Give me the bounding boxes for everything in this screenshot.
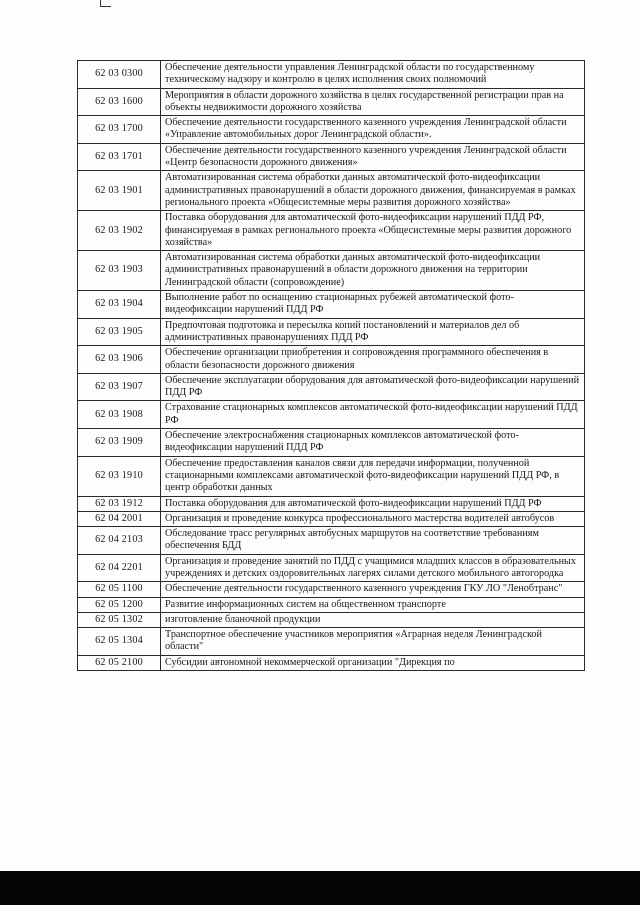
budget-codes-table <box>77 60 585 671</box>
row-description: Предпочтовая подготовка и пересылка копий постановлений и материалов дел об административных правонарушениях ПДД РФ <box>161 318 585 346</box>
row-code: 62 03 0300 <box>78 61 161 89</box>
table-row <box>78 628 585 656</box>
table-row <box>78 88 585 116</box>
table-row <box>78 527 585 555</box>
row-code: 62 04 2103 <box>78 527 161 555</box>
row-description: Страхование стационарных комплексов автоматической фото-видеофиксации нарушений ПДД РФ <box>161 401 585 429</box>
row-description: Обеспечение предоставления каналов связи для передачи информации, полученной стационарными комплексами автоматической фото-видеофиксации нарушений ПДД РФ, в центр обработки данных <box>161 456 585 496</box>
scan-bottom-border <box>0 871 640 905</box>
table-row <box>78 251 585 291</box>
row-code: 62 03 1912 <box>78 496 161 511</box>
row-description: Развитие информационных систем на общественном транспорте <box>161 597 585 612</box>
row-code: 62 03 1909 <box>78 429 161 457</box>
row-code: 62 05 1100 <box>78 582 161 597</box>
table-row <box>78 346 585 374</box>
table-row <box>78 318 585 346</box>
row-description: Автоматизированная система обработки данных автоматической фото-видеофиксации административных правонарушений в области дорожного движения, финансируемая в рамках регионального проекта «Общесистемные меры развития дорожного хозяйства» <box>161 171 585 211</box>
table-row <box>78 116 585 144</box>
row-description: Организация и проведение занятий по ПДД с учащимися младших классов в образовательных учреждениях и детских оздоровительных лагерях силами детского мобильного автогородка <box>161 554 585 582</box>
row-description: Автоматизированная система обработки данных автоматической фото-видеофиксации административных правонарушений в области дорожного движения на территории Ленинградской области (сопровождение) <box>161 251 585 291</box>
table-body <box>78 61 585 671</box>
table-row <box>78 554 585 582</box>
row-description: Обеспечение деятельности управления Ленинградской области по государственному техническому надзору и контролю в целях исполнения своих полномочий <box>161 61 585 89</box>
row-code: 62 05 1200 <box>78 597 161 612</box>
row-code: 62 03 1903 <box>78 251 161 291</box>
row-code: 62 04 2001 <box>78 511 161 526</box>
row-description: Поставка оборудования для автоматической фото-видеофиксации нарушений ПДД РФ, финансируемая в рамках регионального проекта «Общесистемные меры развития дорожного хозяйства» <box>161 211 585 251</box>
row-code: 62 03 1902 <box>78 211 161 251</box>
row-description: Обеспечение деятельности государственного казенного учреждения ГКУ ЛО "Ленобтранс" <box>161 582 585 597</box>
row-description: Выполнение работ по оснащению стационарных рубежей автоматической фото-видеофиксации нарушений ПДД РФ <box>161 291 585 319</box>
table-row <box>78 171 585 211</box>
row-description: Транспортное обеспечение участников мероприятия «Аграрная неделя Ленинградской области" <box>161 628 585 656</box>
row-code: 62 03 1908 <box>78 401 161 429</box>
table-row <box>78 61 585 89</box>
row-code: 62 03 1701 <box>78 143 161 171</box>
table-row <box>78 496 585 511</box>
row-description: Поставка оборудования для автоматической фото-видеофиксации нарушений ПДД РФ <box>161 496 585 511</box>
row-code: 62 03 1700 <box>78 116 161 144</box>
row-code: 62 05 2100 <box>78 655 161 670</box>
table-row <box>78 582 585 597</box>
row-description: Обеспечение деятельности государственного казенного учреждения Ленинградской области «Центр безопасности дорожного движения» <box>161 143 585 171</box>
row-code: 62 05 1302 <box>78 612 161 627</box>
table-row <box>78 456 585 496</box>
row-code: 62 05 1304 <box>78 628 161 656</box>
row-description: Обеспечение организации приобретения и сопровождения программного обеспечения в области безопасности дорожного движения <box>161 346 585 374</box>
row-code: 62 04 2201 <box>78 554 161 582</box>
table-row <box>78 143 585 171</box>
row-description: изготовление бланочной продукции <box>161 612 585 627</box>
row-description: Обеспечение электроснабжения стационарных комплексов автоматической фото-видеофиксации нарушений ПДД РФ <box>161 429 585 457</box>
table-row <box>78 211 585 251</box>
row-code: 62 03 1910 <box>78 456 161 496</box>
row-description: Мероприятия в области дорожного хозяйства в целях государственной регистрации прав на объекты недвижимости дорожного хозяйства <box>161 88 585 116</box>
row-code: 62 03 1901 <box>78 171 161 211</box>
row-code: 62 03 1906 <box>78 346 161 374</box>
row-description: Субсидии автономной некоммерческой организации "Дирекция по <box>161 655 585 670</box>
table-row <box>78 612 585 627</box>
table-row <box>78 511 585 526</box>
table-row <box>78 401 585 429</box>
scan-corner-mark <box>100 0 111 7</box>
row-code: 62 03 1600 <box>78 88 161 116</box>
table-row <box>78 373 585 401</box>
row-code: 62 03 1904 <box>78 291 161 319</box>
row-code: 62 03 1907 <box>78 373 161 401</box>
row-description: Организация и проведение конкурса профессионального мастерства водителей автобусов <box>161 511 585 526</box>
row-description: Обеспечение эксплуатации оборудования для автоматической фото-видеофиксации нарушений ПДД РФ <box>161 373 585 401</box>
table-row <box>78 597 585 612</box>
row-description: Обеспечение деятельности государственного казенного учреждения Ленинградской области «Управление автомобильных дорог Ленинградской области». <box>161 116 585 144</box>
table-row <box>78 429 585 457</box>
table-row <box>78 291 585 319</box>
row-description: Обследование трасс регулярных автобусных маршрутов на соответствие требованиям обеспечения БДД <box>161 527 585 555</box>
row-code: 62 03 1905 <box>78 318 161 346</box>
table-row <box>78 655 585 670</box>
